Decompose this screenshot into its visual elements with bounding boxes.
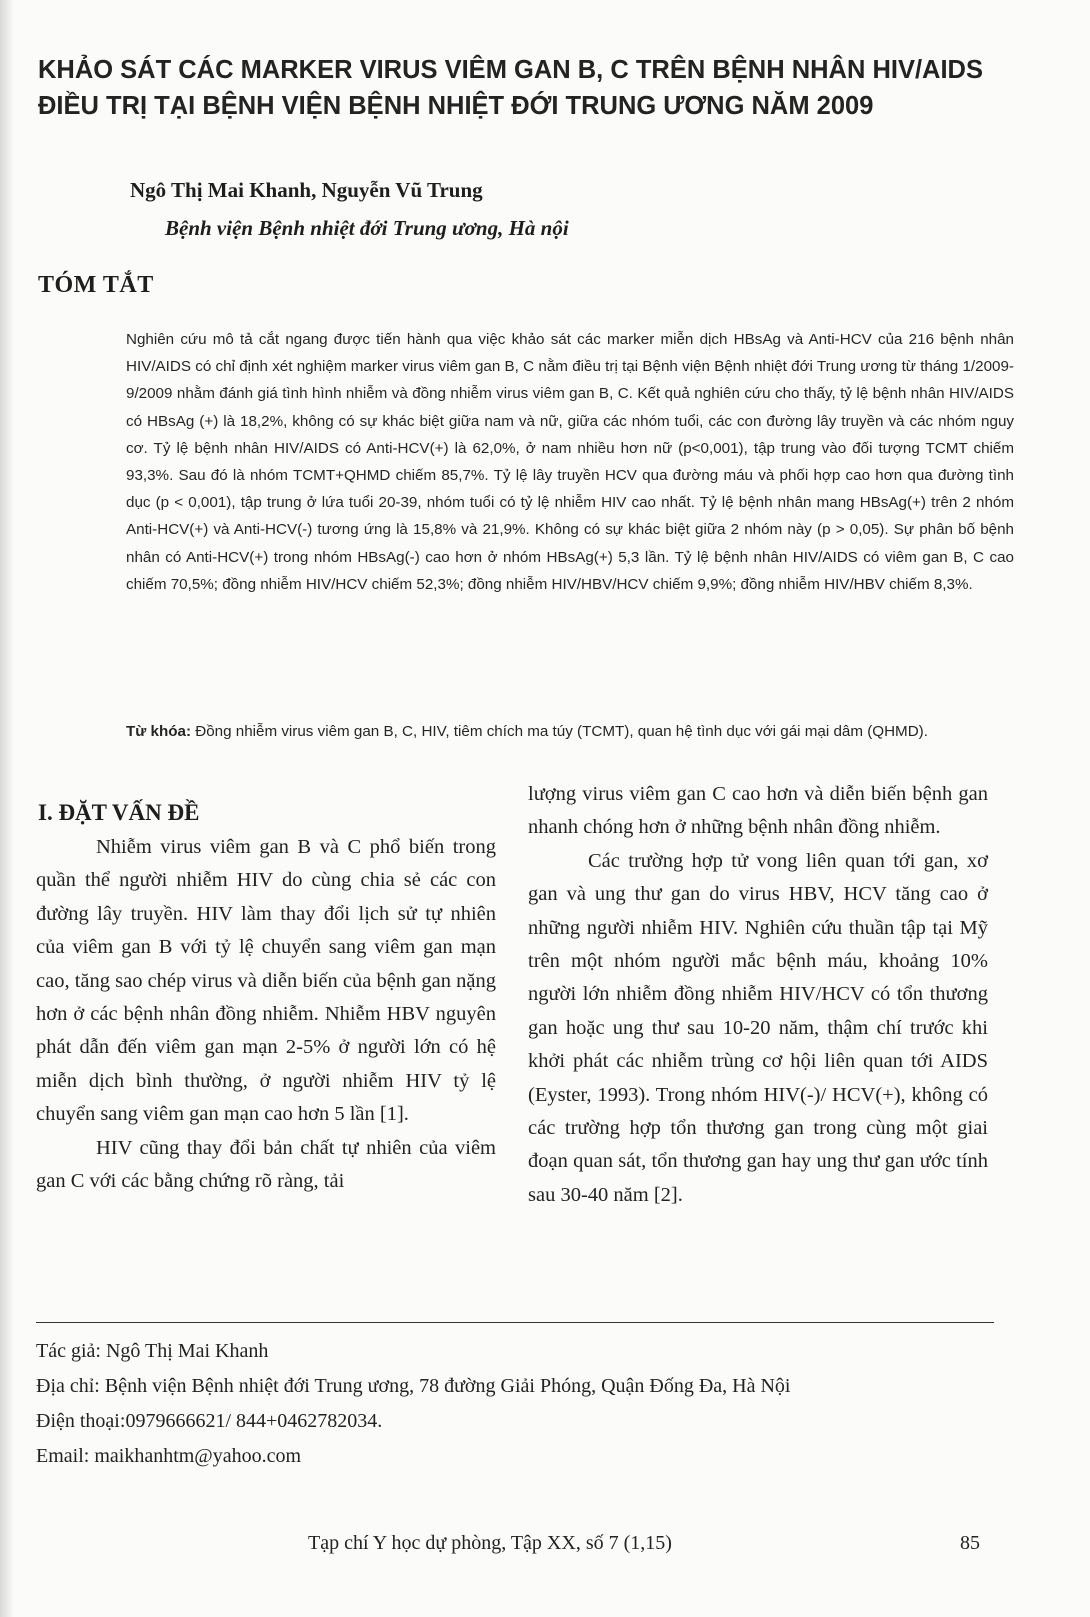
left-column	[36, 831, 496, 1198]
footnote-phone-label: Điện thoại:	[36, 1410, 126, 1432]
footnote-email-row	[36, 1439, 790, 1474]
journal-footer: Tạp chí Y học dự phòng, Tập XX, số 7 (1,15)	[308, 1532, 672, 1554]
right-column	[528, 778, 988, 1212]
title-line-1: KHẢO SÁT CÁC MARKER VIRUS VIÊM GAN B, C TRÊN BỆNH NHÂN HIV/AIDS	[38, 56, 983, 84]
footnote-address-label: Địa chỉ:	[36, 1375, 100, 1397]
footnote-author-row	[36, 1334, 790, 1369]
footnote-email: maikhanhtm@yahoo.com	[94, 1445, 302, 1467]
footnote-address-row	[36, 1369, 790, 1404]
keywords-label: Từ khóa:	[126, 723, 191, 740]
footnote-phone: 0979666621/ 844+0462782034.	[125, 1410, 383, 1432]
keywords-text: Đồng nhiễm virus viêm gan B, C, HIV, tiêm chích ma túy (TCMT), quan hệ tình dục với gái mại dâm (QHMD).	[191, 723, 928, 740]
footnote-email-label: Email:	[36, 1445, 90, 1467]
abstract-body: Nghiên cứu mô tả cắt ngang được tiến hành qua việc khảo sát các marker miễn dịch HBsAg và Anti-HCV của 216 bệnh nhân HIV/AIDS có chỉ định xét nghiệm marker virus viêm gan B, C nằm điều trị tại Bệnh viện Bệnh nhiệt đới Trung ương từ tháng 1/2009-9/2009 nhằm đánh giá tình hình nhiễm và đồng nhiễm virus viêm gan B, C. Kết quả nghiên cứu cho thấy, tỷ lệ bệnh nhân HIV/AIDS có HBsAg (+) là 18,2%, không có sự khác biệt giữa nam và nữ, giữa các nhóm tuổi, các con đường lây truyền và các nhóm nguy cơ. Tỷ lệ bệnh nhân HIV/AIDS có Anti-HCV(+) là 62,0%, ở nam nhiều hơn nữ (p<0,001), tập trung vào đối tượng TCMT chiếm 93,3%. Sau đó là nhóm TCMT+QHMD chiếm 85,7%. Tỷ lệ lây truyền HCV qua đường máu và phối hợp cao hơn qua đường tình dục (p < 0,001), tập trung ở lứa tuổi 20-39, nhóm tuổi có tỷ lệ nhiễm HIV cao nhất. Tỷ lệ bệnh nhân mang HBsAg(+) trên 2 nhóm Anti-HCV(+) và Anti-HCV(-) tương ứng là 15,8% và 21,9%. Không có sự khác biệt giữa 2 nhóm này (p > 0,05). Sự phân bố bệnh nhân có Anti-HCV(+) trong nhóm HBsAg(-) cao hơn ở nhóm HBsAg(+) 5,3 lần. Tỷ lệ bệnh nhân HIV/AIDS có viêm gan B, C cao chiếm 70,5%; đồng nhiễm HIV/HCV chiếm 52,3%; đồng nhiễm HIV/HBV/HCV chiếm 9,9%; đồng nhiễm HIV/HBV chiếm 8,3%.	[126, 331, 1014, 593]
scan-gutter-shadow	[0, 0, 14, 1617]
affiliation: Bệnh viện Bệnh nhiệt đới Trung ương, Hà nội	[165, 216, 569, 240]
page-number: 85	[960, 1532, 980, 1554]
keywords	[126, 718, 1014, 745]
title-line-2: ĐIỀU TRỊ TẠI BỆNH VIỆN BỆNH NHIỆT ĐỚI TRUNG ƯƠNG NĂM 2009	[38, 92, 874, 120]
footnote-author-label: Tác giả:	[36, 1340, 101, 1362]
article-title	[38, 52, 1058, 124]
left-paragraph-1: Nhiễm virus viêm gan B và C phổ biến trong quần thể người nhiễm HIV do cùng chia sẻ các con đường lây truyền. HIV làm thay đổi lịch sử tự nhiên của viêm gan B với tỷ lệ chuyển sang viêm gan mạn cao, tăng sao chép virus và diễn biến của bệnh gan nặng hơn ở các bệnh nhân đồng nhiễm. Nhiễm HBV nguyên phát dẫn đến viêm gan mạn 2-5% ở người lớn có hệ miễn dịch bình thường, ở người nhiễm HIV tỷ lệ chuyển sang viêm gan mạn cao hơn 5 lần [1].	[36, 836, 496, 1126]
footnote-author: Ngô Thị Mai Khanh	[105, 1340, 269, 1362]
left-paragraph-2: HIV cũng thay đổi bản chất tự nhiên của viêm gan C với các bằng chứng rõ ràng, tải	[36, 1136, 496, 1193]
right-paragraph-1: lượng virus viêm gan C cao hơn và diễn biến bệnh gan nhanh chóng hơn ở những bệnh nhân đồng nhiễm.	[528, 783, 988, 839]
abstract-heading: TÓM TẮT	[38, 272, 154, 298]
footnote-address: Bệnh viện Bệnh nhiệt đới Trung ương, 78 đường Giải Phóng, Quận Đống Đa, Hà Nội	[104, 1375, 791, 1397]
right-paragraph-2: Các trường hợp tử vong liên quan tới gan, xơ gan và ung thư gan do virus HBV, HCV tăng cao ở những người nhiễm HIV. Nghiên cứu thuần tập tại Mỹ trên một nhóm người mắc bệnh máu, khoảng 10% người lớn nhiễm đồng nhiễm HIV/HCV có tổn thương gan hoặc ung thư sau 10-20 năm, thậm chí trước khi khởi phát các nhiễm trùng cơ hội liên quan tới AIDS (Eyster, 1993). Trong nhóm HIV(-)/ HCV(+), không có các trường hợp tổn thương gan trong cùng một giai đoạn quan sát, tổn thương gan hay ung thư gan ước tính sau 30-40 năm [2].	[528, 849, 988, 1206]
author-footnote	[36, 1334, 790, 1474]
section-heading: I. ĐẶT VẤN ĐỀ	[38, 800, 200, 825]
footnote-divider	[36, 1322, 994, 1323]
footnote-phone-row	[36, 1404, 790, 1439]
authors: Ngô Thị Mai Khanh, Nguyễn Vũ Trung	[130, 178, 483, 202]
